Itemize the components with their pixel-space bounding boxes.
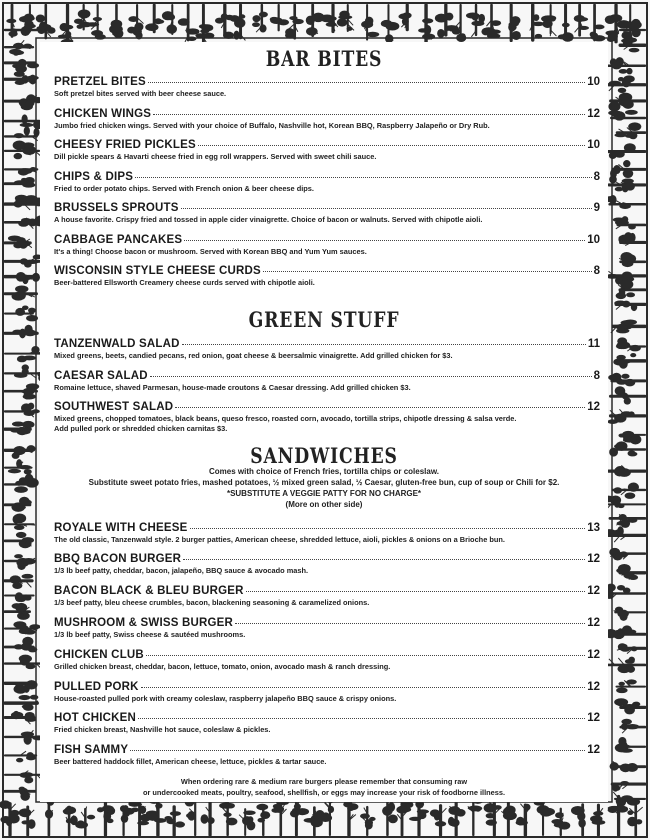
item-price: 12 — [587, 681, 600, 693]
item-description: Dill pickle spears & Havarti cheese fried in egg roll wrappers. Served with sweet chili sauce. — [54, 152, 377, 161]
section-sandwiches — [40, 443, 608, 468]
item-name: WISCONSIN STYLE CHEESE CURDS — [54, 265, 261, 277]
veggie-patty-note: *SUBSTITUTE A VEGGIE PATTY FOR NO CHARGE* — [226, 489, 422, 498]
item-description: Romaine lettuce, shaved Parmesan, house-made croutons & Caesar dressing. Add grilled chicken $3. — [54, 383, 411, 392]
item-description: Grilled chicken breast, cheddar, bacon, lettuce, tomato, onion, avocado mash & ranch dressing. — [54, 662, 391, 671]
foodborne-illness-disclaimer — [40, 776, 608, 798]
menu-item — [54, 76, 600, 99]
menu-item — [54, 234, 600, 257]
dot-leader — [148, 82, 585, 83]
item-name: HOT CHICKEN — [54, 712, 137, 724]
item-price: 8 — [593, 370, 600, 382]
item-description: It's a thing! Choose bacon or mushroom. Served with Korean BBQ and Yum Yum sauces. — [54, 247, 367, 256]
item-name: CHICKEN WINGS — [54, 108, 152, 120]
item-description: Beer-battered Ellsworth Creamery cheese curds served with chipotle aioli. — [54, 278, 315, 287]
menu-item — [54, 617, 600, 640]
item-price: 12 — [587, 553, 600, 565]
item-name: CABBAGE PANCAKES — [54, 234, 183, 246]
dot-leader — [182, 344, 586, 345]
item-price: 13 — [587, 522, 600, 534]
menu-item — [54, 108, 600, 131]
menu-item — [54, 370, 600, 393]
sandwich-notes — [40, 466, 608, 510]
item-price: 10 — [587, 76, 600, 88]
item-price: 10 — [587, 139, 600, 151]
item-description: Mixed greens, beets, candied pecans, red onion, goat cheese & beersalmic vinaigrette. Add grilled chicken for $3. — [54, 351, 453, 360]
dot-leader — [263, 271, 592, 272]
item-description: Add pulled pork or shredded chicken carnitas $3. — [54, 424, 228, 433]
item-name: MUSHROOM & SWISS BURGER — [54, 617, 234, 629]
item-price: 12 — [587, 744, 600, 756]
item-name: SOUTHWEST SALAD — [54, 401, 174, 413]
item-name: CHICKEN CLUB — [54, 649, 144, 661]
item-name: CHIPS & DIPS — [54, 171, 134, 183]
menu-item — [54, 401, 600, 434]
menu-item — [54, 202, 600, 225]
item-name: FISH SAMMY — [54, 744, 129, 756]
disclaimer-line: or undercooked meats, poultry, seafood, shellfish, or eggs may increase your risk of foodborne illness. — [142, 788, 506, 797]
item-name: BRUSSELS SPROUTS — [54, 202, 179, 214]
dot-leader — [135, 177, 592, 178]
item-price: 12 — [587, 401, 600, 413]
item-name: BACON BLACK & BLEU BURGER — [54, 585, 244, 597]
dot-leader — [246, 591, 586, 592]
item-name: TANZENWALD SALAD — [54, 338, 180, 350]
item-price: 9 — [593, 202, 600, 214]
dot-leader — [130, 750, 585, 751]
dot-leader — [184, 240, 585, 241]
item-description: Mixed greens, chopped tomatoes, black beans, queso fresco, roasted corn, avocado, tortilla strips, chipotle dressing & salsa verde. — [54, 414, 517, 423]
item-description: House-roasted pulled pork with creamy coleslaw, raspberry jalapeño BBQ sauce & crispy onions. — [54, 694, 397, 703]
disclaimer-line: When ordering rare & medium rare burgers please remember that consuming raw — [180, 777, 468, 786]
menu-item — [54, 744, 600, 767]
section-title: SANDWICHES — [250, 443, 398, 468]
item-description: The old classic, Tanzenwald style. 2 burger patties, American cheese, shredded lettuce, aioli, pickles & onions on a Brioche bun. — [54, 535, 505, 544]
menu-content — [40, 42, 608, 802]
item-price: 12 — [587, 585, 600, 597]
section-green-stuff — [40, 307, 608, 332]
item-description: 1/3 lb beef patty, Swiss cheese & sautéed mushrooms. — [54, 630, 246, 639]
menu-item — [54, 171, 600, 194]
section-title: BAR BITES — [265, 46, 383, 71]
item-price: 11 — [587, 338, 600, 350]
dot-leader — [198, 145, 585, 146]
item-description: A house favorite. Crispy fried and tossed in apple cider vinaigrette. Choice of bacon or walnuts. Served with chipotle aioli. — [54, 215, 483, 224]
item-name: BBQ BACON BURGER — [54, 553, 182, 565]
dot-leader — [181, 208, 592, 209]
item-price: 8 — [593, 265, 600, 277]
item-description: Beer battered haddock fillet, American cheese, lettuce, pickles & tartar sauce. — [54, 757, 327, 766]
item-description: Jumbo fried chicken wings. Served with your choice of Buffalo, Nashville hot, Korean BBQ, Raspberry Jalapeño or Dry Rub. — [54, 121, 490, 130]
item-price: 12 — [587, 617, 600, 629]
sides-note: Comes with choice of French fries, tortilla chips or coleslaw. — [209, 467, 439, 476]
item-name: CAESAR SALAD — [54, 370, 148, 382]
dot-leader — [146, 655, 585, 656]
item-name: PRETZEL BITES — [54, 76, 146, 88]
dot-leader — [235, 623, 585, 624]
dot-leader — [153, 114, 585, 115]
menu-item — [54, 649, 600, 672]
item-description: 1/3 beef patty, bleu cheese crumbles, bacon, blackening seasoning & caramelized onions. — [54, 598, 370, 607]
item-description: Soft pretzel bites served with beer cheese sauce. — [54, 89, 227, 98]
menu-item — [54, 585, 600, 608]
menu-item — [54, 712, 600, 735]
menu-item — [54, 139, 600, 162]
item-description: 1/3 lb beef patty, cheddar, bacon, jalapeño, BBQ sauce & avocado mash. — [54, 566, 309, 575]
menu-item — [54, 553, 600, 576]
item-description: Fried to order potato chips. Served with French onion & beer cheese dips. — [54, 184, 314, 193]
dot-leader — [141, 687, 586, 688]
section-bar-bites — [40, 46, 608, 71]
item-price: 12 — [587, 108, 600, 120]
dot-leader — [175, 407, 585, 408]
item-price: 10 — [587, 234, 600, 246]
item-price: 8 — [593, 171, 600, 183]
item-description: Fried chicken breast, Nashville hot sauce, coleslaw & pickles. — [54, 725, 271, 734]
menu-item — [54, 681, 600, 704]
dot-leader — [190, 528, 586, 529]
item-price: 12 — [587, 712, 600, 724]
dot-leader — [138, 718, 585, 719]
section-title: GREEN STUFF — [248, 307, 400, 332]
menu-item — [54, 522, 600, 545]
menu-item — [54, 338, 600, 361]
item-name: PULLED PORK — [54, 681, 139, 693]
more-on-other-side-note: (More on other side) — [285, 500, 363, 509]
menu-item — [54, 265, 600, 288]
substitution-note: Substitute sweet potato fries, mashed potatoes, ½ mixed green salad, ½ Caesar, gluten-free bun, cup of soup or Chili for $2. — [88, 478, 560, 487]
item-name: CHEESY FRIED PICKLES — [54, 139, 196, 151]
item-name: ROYALE WITH CHEESE — [54, 522, 188, 534]
dot-leader — [150, 376, 592, 377]
item-price: 12 — [587, 649, 600, 661]
dot-leader — [183, 559, 585, 560]
